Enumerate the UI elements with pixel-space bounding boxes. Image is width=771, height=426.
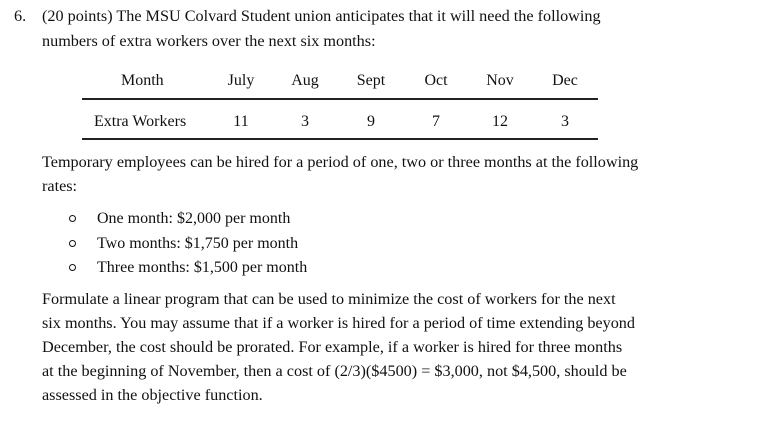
- month-header-dec: Dec: [552, 72, 578, 89]
- month-header-nov: Nov: [486, 72, 514, 89]
- table-row-label: Extra Workers: [94, 113, 187, 130]
- workers-sept: 9: [367, 113, 375, 130]
- workers-oct: 7: [432, 113, 440, 130]
- workers-aug: 3: [301, 113, 309, 130]
- workers-dec: 3: [561, 113, 569, 130]
- table-header-label: Month: [121, 72, 164, 89]
- workers-july: 11: [233, 113, 249, 130]
- formulate-line-5: assessed in the objective function.: [42, 386, 263, 404]
- list-item: Two months: $1,750 per month: [97, 235, 299, 252]
- bullet-circle-icon: [69, 240, 76, 247]
- month-header-july: July: [227, 72, 255, 89]
- formulate-line-2: six months. You may assume that if a worker is hired for a period of time extending beyond: [42, 314, 635, 332]
- question-line-1: (20 points) The MSU Colvard Student union anticipates that it will need the following: [42, 7, 601, 25]
- table-bottom-rule: [82, 138, 598, 140]
- formulate-line-3: December, the cost should be prorated. For example, if a worker is hired for three months: [42, 338, 623, 356]
- formulate-line-4: at the beginning of November, then a cost of (2/3)($4500) = $3,000, not $4,500, should be: [42, 362, 627, 380]
- question-number: 6.: [14, 7, 27, 25]
- temp-line-2: rates:: [42, 177, 78, 195]
- table-header-rule: [82, 98, 598, 100]
- bullet-circle-icon: [69, 264, 76, 271]
- temp-line-1: Temporary employees can be hired for a period of one, two or three months at the following: [42, 153, 639, 171]
- list-item: One month: $2,000 per month: [97, 210, 291, 227]
- list-item: Three months: $1,500 per month: [97, 259, 308, 276]
- formulate-line-1: Formulate a linear program that can be used to minimize the cost of workers for the next: [42, 290, 616, 308]
- question-line-2: numbers of extra workers over the next six months:: [42, 32, 376, 50]
- month-header-sept: Sept: [356, 72, 386, 89]
- month-header-oct: Oct: [424, 72, 448, 89]
- bullet-circle-icon: [69, 215, 76, 222]
- workers-nov: 12: [492, 113, 508, 130]
- month-header-aug: Aug: [291, 72, 319, 89]
